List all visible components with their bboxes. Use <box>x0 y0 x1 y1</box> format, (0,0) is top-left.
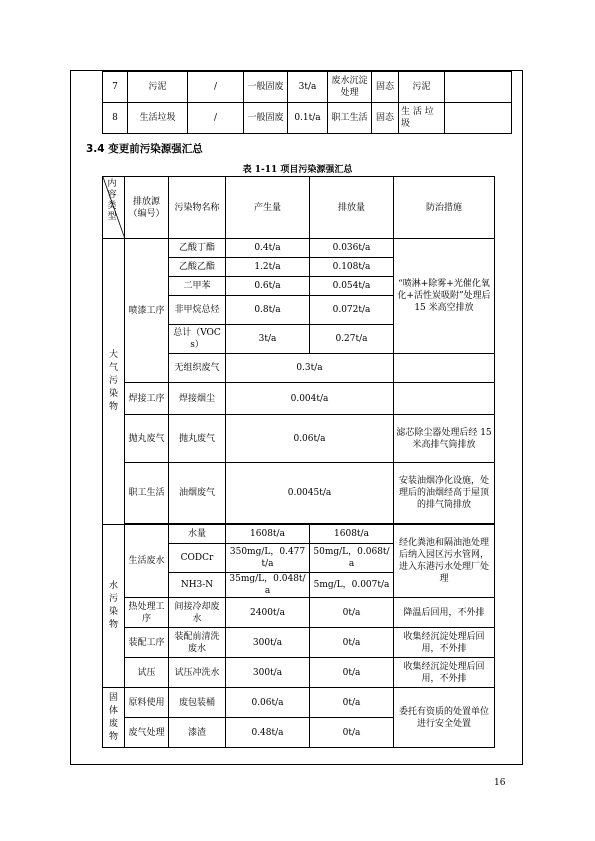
header-category-label: 内容类型 <box>107 179 117 222</box>
waste-state: 固态 <box>372 72 399 103</box>
pollutant: 抛丸废气 <box>169 415 226 463</box>
emitted: 0.036t/a <box>310 239 394 258</box>
produced: 3t/a <box>226 325 310 354</box>
pollutant: 水量 <box>169 525 226 544</box>
produced: 0.6t/a <box>226 277 310 296</box>
measure-spray: “喷淋+除雾+光催化氧化+活性炭吸附”处理后 15 米高空排放 <box>394 239 495 354</box>
table-row <box>103 628 495 658</box>
produced: 0.06t/a <box>226 688 310 718</box>
measure-blast: 滤芯除尘器处理后经 15 米高排气筒排放 <box>394 415 495 463</box>
waste-state: 固态 <box>372 103 399 134</box>
empty-cell <box>394 354 495 383</box>
header-row <box>103 177 495 239</box>
table-row <box>103 103 512 134</box>
emitted: 1608t/a <box>310 525 394 544</box>
source-heat: 热处理工序 <box>125 598 169 628</box>
pollutant: 废包装桶 <box>169 688 226 718</box>
measure-solid: 委托有资质的处置单位进行安全处置 <box>394 688 495 748</box>
empty-cell <box>445 72 512 103</box>
page-number: 16 <box>494 778 506 788</box>
emitted: 5mg/L，0.007t/a <box>310 573 394 598</box>
table-row <box>103 525 495 544</box>
produced: 300t/a <box>226 658 310 688</box>
category-air: 大气污染物 <box>103 239 125 525</box>
produced: 35mg/L，0.048t/a <box>226 573 310 598</box>
table-row <box>103 688 495 718</box>
waste-type: 一般固废 <box>244 72 288 103</box>
table-row <box>103 658 495 688</box>
waste-name: 生活垃圾 <box>128 103 188 134</box>
source-assembly: 装配工序 <box>125 628 169 658</box>
table-row <box>103 463 495 524</box>
category-solid: 固体废物 <box>103 688 125 748</box>
source-test: 试压 <box>125 658 169 688</box>
produced: 300t/a <box>226 628 310 658</box>
emitted: 0t/a <box>310 598 394 628</box>
source: 原料使用 <box>125 688 169 718</box>
measure-test: 收集经沉淀处理后回用，不外排 <box>394 658 495 688</box>
empty-cell <box>445 103 512 134</box>
pollutant: 试压冲洗水 <box>169 658 226 688</box>
header-pollutant: 污染物名称 <box>169 177 226 239</box>
pollutant: 乙酸乙酯 <box>169 258 226 277</box>
waste-source: 职工生活 <box>328 103 372 134</box>
pollution-source-table <box>102 176 495 748</box>
pollutant: 非甲烷总烃 <box>169 296 226 325</box>
waste-amount: 3t/a <box>288 72 328 103</box>
pollutant: NH3-N <box>169 573 226 598</box>
table-row <box>103 239 495 258</box>
produced: 0.8t/a <box>226 296 310 325</box>
produced: 1.2t/a <box>226 258 310 277</box>
header-category <box>103 177 125 239</box>
canteen-value: 0.0045t/a <box>226 463 394 524</box>
row-no: 7 <box>103 72 128 103</box>
produced: 0.4t/a <box>226 239 310 258</box>
waste-disposal: 污泥 <box>399 72 445 103</box>
source-canteen: 职工生活 <box>125 463 169 524</box>
produced: 0.48t/a <box>226 718 310 748</box>
waste-type: 一般固废 <box>244 103 288 134</box>
row-no: 8 <box>103 103 128 134</box>
table-row <box>103 72 512 103</box>
weld-value: 0.004t/a <box>226 383 394 415</box>
header-emitted: 排放量 <box>310 177 394 239</box>
waste-amount: 0.1t/a <box>288 103 328 134</box>
header-produced: 产生量 <box>226 177 310 239</box>
emitted: 0t/a <box>310 688 394 718</box>
source-weld: 焊接工序 <box>125 383 169 415</box>
pollutant: 间接冷却废水 <box>169 598 226 628</box>
pollutant: CODCr <box>169 544 226 573</box>
waste-name: 污泥 <box>128 72 188 103</box>
produced: 2400t/a <box>226 598 310 628</box>
table-row <box>103 598 495 628</box>
measure-canteen: 安装油烟净化设施，处理后的油烟经高于屋顶的排气筒排放 <box>394 463 495 524</box>
pollutant: 二甲苯 <box>169 277 226 296</box>
table-caption: 表 1-11 项目污染源强汇总 <box>242 165 353 175</box>
header-measure: 防治措施 <box>394 177 495 239</box>
empty-cell <box>394 383 495 415</box>
emitted: 0.27t/a <box>310 325 394 354</box>
waste-source: 废水沉淀处理 <box>328 72 372 103</box>
source: 废气处理 <box>125 718 169 748</box>
pollutant: 油烟废气 <box>169 463 226 524</box>
header-source: 排放源（编号） <box>125 177 169 239</box>
blast-value: 0.06t/a <box>226 415 394 463</box>
emitted: 0.054t/a <box>310 277 394 296</box>
source-domestic: 生活废水 <box>125 525 169 598</box>
produced: 1608t/a <box>226 525 310 544</box>
table-row <box>103 383 495 415</box>
category-water: 水污染物 <box>103 525 125 688</box>
emitted: 0t/a <box>310 718 394 748</box>
emitted: 0t/a <box>310 658 394 688</box>
measure-heat: 降温后回用，不外排 <box>394 598 495 628</box>
emitted: 50mg/L，0.068t/a <box>310 544 394 573</box>
fugitive-value: 0.3t/a <box>226 354 394 383</box>
emitted: 0.072t/a <box>310 296 394 325</box>
waste-code: / <box>188 72 244 103</box>
pollutant: 漆渣 <box>169 718 226 748</box>
emitted: 0t/a <box>310 628 394 658</box>
measure-domestic: 经化粪池和隔油池处理后纳入园区污水管网，进入东港污水处理厂处理 <box>394 525 495 598</box>
pollutant: 乙酸丁酯 <box>169 239 226 258</box>
measure-assembly: 收集经沉淀处理后回用，不外排 <box>394 628 495 658</box>
pollutant: 无组织废气 <box>169 354 226 383</box>
waste-code: / <box>188 103 244 134</box>
source-blast: 抛丸废气 <box>125 415 169 463</box>
source-spray: 喷漆工序 <box>125 239 169 383</box>
pollutant: 总计（VOCs） <box>169 325 226 354</box>
section-title: 3.4 变更前污染源强汇总 <box>86 143 203 155</box>
table-row <box>103 415 495 463</box>
solid-waste-table-continued <box>102 71 512 134</box>
pollutant: 装配前清洗废水 <box>169 628 226 658</box>
waste-disposal: 生 活 垃圾 <box>399 103 445 134</box>
emitted: 0.108t/a <box>310 258 394 277</box>
produced: 350mg/L，0.477t/a <box>226 544 310 573</box>
pollutant: 焊接烟尘 <box>169 383 226 415</box>
